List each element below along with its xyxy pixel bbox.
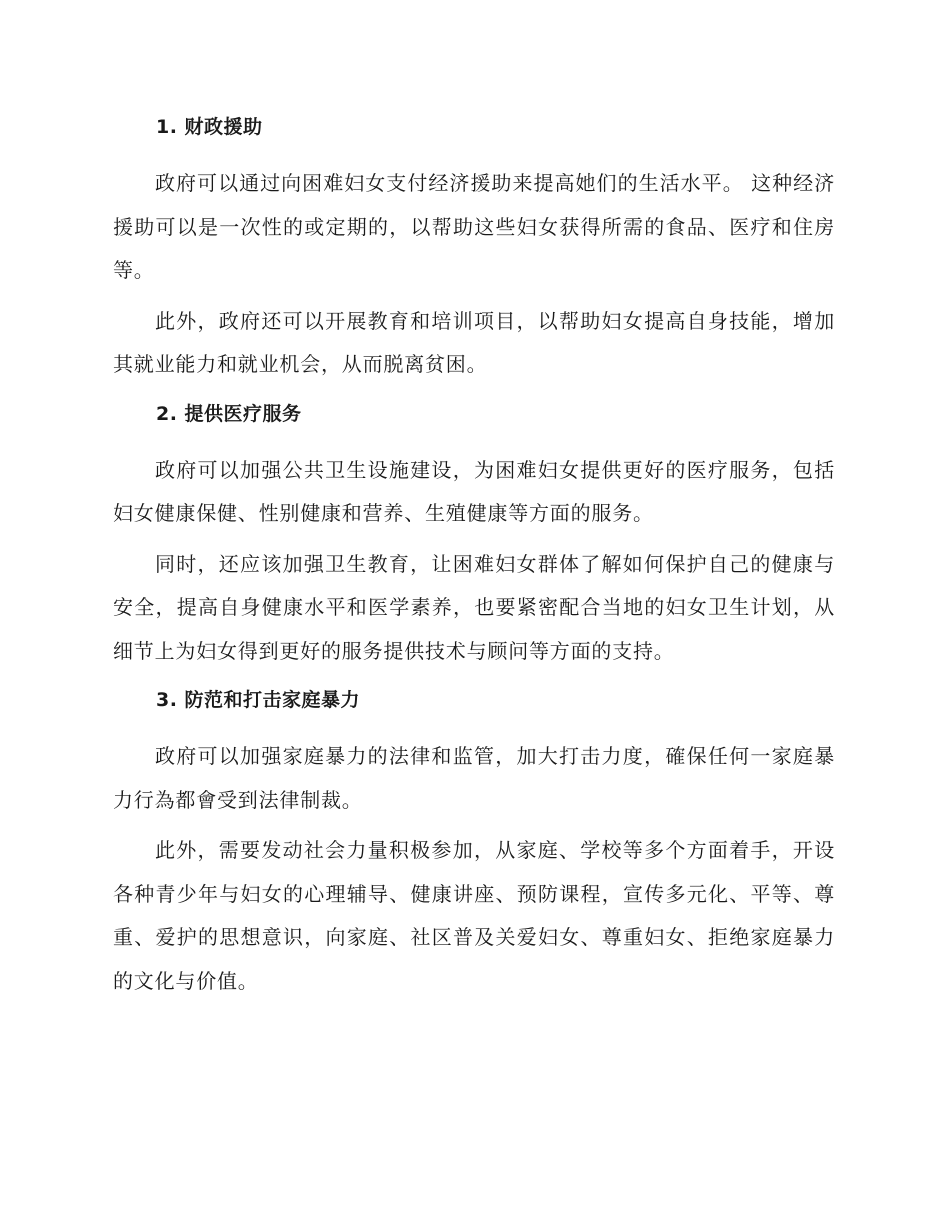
paragraph: 此外，政府还可以开展教育和培训项目，以帮助妇女提高自身技能，增加其就业能力和就业机会，从而脱离贫困。 (113, 308, 835, 376)
document-body (113, 112, 835, 1015)
paragraph: 此外，需要发动社会力量积极参加，从家庭、学校等多个方面着手，开设各种青少年与妇女的心理辅导、健康讲座、预防课程，宣传多元化、平等、尊重、爱护的思想意识，向家庭、社区普及关爱妇女、尊重妇女、拒绝家庭暴力的文化与价值。 (113, 838, 835, 993)
section-heading: 1. 财政援助 (156, 116, 263, 138)
section-medical-services (113, 399, 835, 674)
section-financial-aid (113, 112, 835, 387)
section-heading: 3. 防范和打击家庭暴力 (156, 689, 361, 711)
section-domestic-violence (113, 685, 835, 1003)
section-heading: 2. 提供医疗服务 (156, 402, 302, 425)
paragraph: 政府可以加强家庭暴力的法律和监管，加大打击力度，確保任何一家庭暴力行為都會受到法律制裁。 (113, 744, 835, 812)
paragraph: 同时，还应该加强卫生教育，让困难妇女群体了解如何保护自己的健康与安全，提高自身健康水平和医学素养，也要紧密配合当地的妇女卫生计划，从细节上为妇女得到更好的服务提供技术与顾问等方面的支持。 (113, 551, 835, 663)
paragraph: 政府可以通过向困难妇女支付经济援助来提高她们的生活水平。 这种经济援助可以是一次性的或定期的，以帮助这些妇女获得所需的食品、医疗和住房等。 (113, 171, 835, 282)
paragraph: 政府可以加强公共卫生设施建设，为困难妇女提供更好的医疗服务，包括妇女健康保健、性别健康和营养、生殖健康等方面的服务。 (113, 457, 835, 525)
